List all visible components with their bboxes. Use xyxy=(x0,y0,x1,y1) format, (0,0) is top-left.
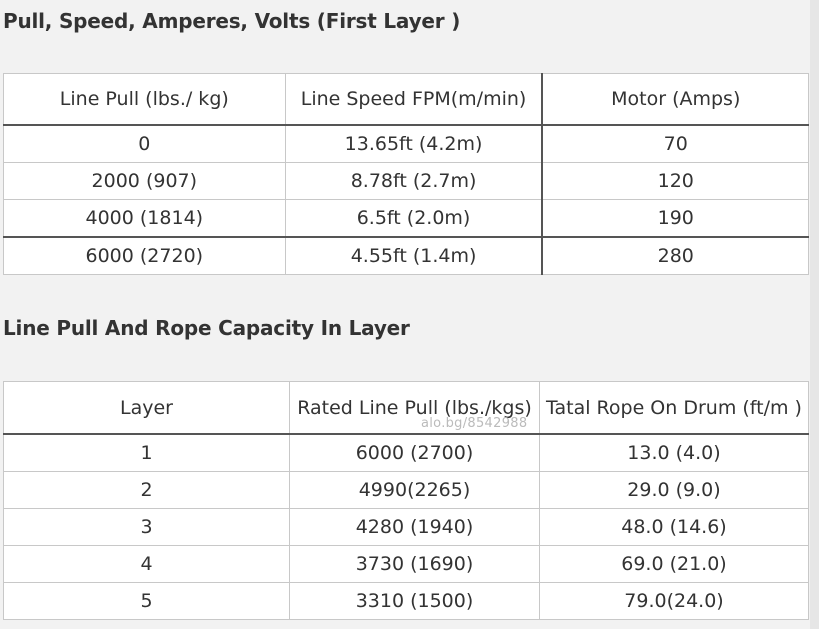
table-cell: 120 xyxy=(542,163,808,200)
table-row xyxy=(4,472,809,509)
table-cell: 6.5ft (2.0m) xyxy=(285,200,542,238)
table-cell: 1 xyxy=(4,434,290,472)
table-cell: 4.55ft (1.4m) xyxy=(285,237,542,275)
table-cell: 4990(2265) xyxy=(290,472,540,509)
column-header: Motor (Amps) xyxy=(542,74,808,126)
table-cell: 13.65ft (4.2m) xyxy=(285,125,542,163)
table-cell: 4 xyxy=(4,546,290,583)
table-row xyxy=(4,509,809,546)
table-cell: 5 xyxy=(4,583,290,620)
table-row xyxy=(4,546,809,583)
page-edge-strip xyxy=(810,0,819,629)
table-row xyxy=(4,237,809,275)
table-row xyxy=(4,583,809,620)
table-cell: 4280 (1940) xyxy=(290,509,540,546)
table-cell: 2000 (907) xyxy=(4,163,286,200)
table-cell: 13.0 (4.0) xyxy=(540,434,809,472)
table-cell: 29.0 (9.0) xyxy=(540,472,809,509)
table-row xyxy=(4,125,809,163)
rope-capacity-table xyxy=(3,381,809,620)
table-cell: 190 xyxy=(542,200,808,238)
table-cell: 8.78ft (2.7m) xyxy=(285,163,542,200)
section2-title: Line Pull And Rope Capacity In Layer xyxy=(3,316,410,340)
table-cell: 79.0(24.0) xyxy=(540,583,809,620)
watermark: alo.bg/8542988 xyxy=(421,416,528,431)
table-cell: 280 xyxy=(542,237,808,275)
table-cell: 4000 (1814) xyxy=(4,200,286,238)
column-header: Layer xyxy=(4,382,290,435)
table-row xyxy=(4,434,809,472)
table-cell: 6000 (2700) xyxy=(290,434,540,472)
table-cell: 3310 (1500) xyxy=(290,583,540,620)
column-header: Line Speed FPM(m/min) xyxy=(285,74,542,126)
column-header: Rated Line Pull (lbs./kgs) xyxy=(290,382,540,435)
table-cell: 0 xyxy=(4,125,286,163)
column-header: Tatal Rope On Drum (ft/m ) xyxy=(540,382,809,435)
table-header-row xyxy=(4,74,809,126)
column-header: Line Pull (lbs./ kg) xyxy=(4,74,286,126)
table-cell: 69.0 (21.0) xyxy=(540,546,809,583)
table-cell: 70 xyxy=(542,125,808,163)
table-row xyxy=(4,200,809,238)
section1-title: Pull, Speed, Amperes, Volts (First Layer ) xyxy=(3,9,461,33)
table-header-row xyxy=(4,382,809,435)
pull-speed-table xyxy=(3,73,809,275)
table-cell: 3 xyxy=(4,509,290,546)
table-row xyxy=(4,163,809,200)
table-cell: 3730 (1690) xyxy=(290,546,540,583)
table-cell: 48.0 (14.6) xyxy=(540,509,809,546)
table-cell: 6000 (2720) xyxy=(4,237,286,275)
table-cell: 2 xyxy=(4,472,290,509)
